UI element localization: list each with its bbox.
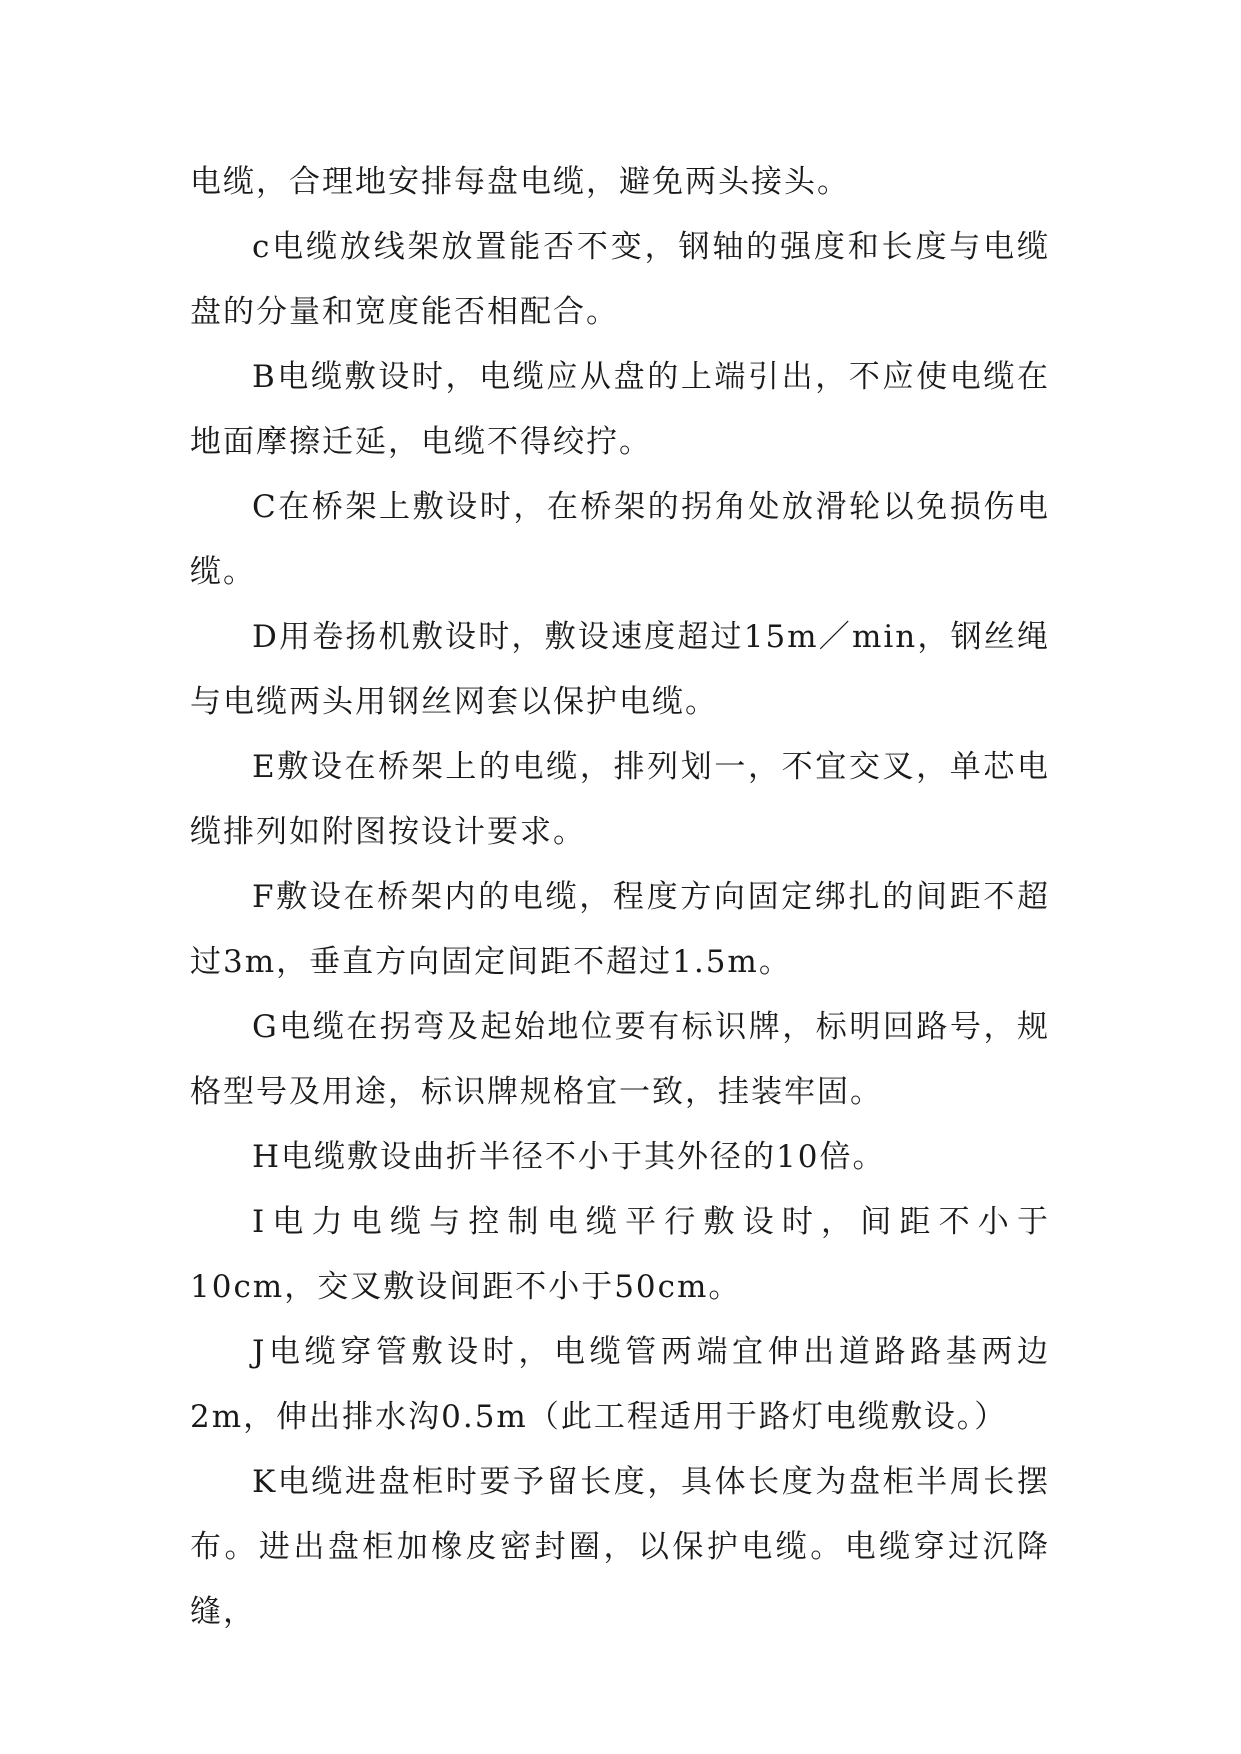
paragraph-j: J电缆穿管敷设时，电缆管两端宜伸出道路路基两边2m，伸出排水沟0.5m（此工程适用于路灯电缆敷设。）	[190, 1334, 1050, 1435]
paragraph-d: D用卷扬机敷设时，敷设速度超过15m／min，钢丝绳与电缆两头用钢丝网套以保护电缆。	[190, 619, 1050, 720]
paragraph-g: G电缆在拐弯及起始地位要有标识牌，标明回路号，规格型号及用途，标识牌规格宜一致，挂装牢固。	[190, 1009, 1050, 1110]
paragraph-i: I电力电缆与控制电缆平行敷设时，间距不小于10cm，交叉敷设间距不小于50cm。	[190, 1204, 1050, 1305]
paragraph-k: K电缆进盘柜时要予留长度，具体长度为盘柜半周长摆布。进出盘柜加橡皮密封圈，以保护电缆。电缆穿过沉降缝，	[190, 1464, 1050, 1630]
paragraph-continuation: 电缆，合理地安排每盘电缆，避免两头接头。	[190, 164, 850, 200]
paragraph-c-bridge: C在桥架上敷设时，在桥架的拐角处放滑轮以免损伤电缆。	[190, 489, 1050, 590]
paragraph-c: c电缆放线架放置能否不变，钢轴的强度和长度与电缆盘的分量和宽度能否相配合。	[190, 229, 1050, 330]
paragraph-h: H电缆敷设曲折半径不小于其外径的10倍。	[252, 1139, 886, 1175]
paragraph-e: E敷设在桥架上的电缆，排列划一，不宜交叉，单芯电缆排列如附图按设计要求。	[190, 749, 1050, 850]
paragraph-b: B电缆敷设时，电缆应从盘的上端引出，不应使电缆在地面摩擦迁延，电缆不得绞拧。	[190, 359, 1050, 460]
body-text	[190, 150, 1050, 1645]
paragraph-f: F敷设在桥架内的电缆，程度方向固定绑扎的间距不超过3m，垂直方向固定间距不超过1.5m。	[190, 879, 1050, 980]
